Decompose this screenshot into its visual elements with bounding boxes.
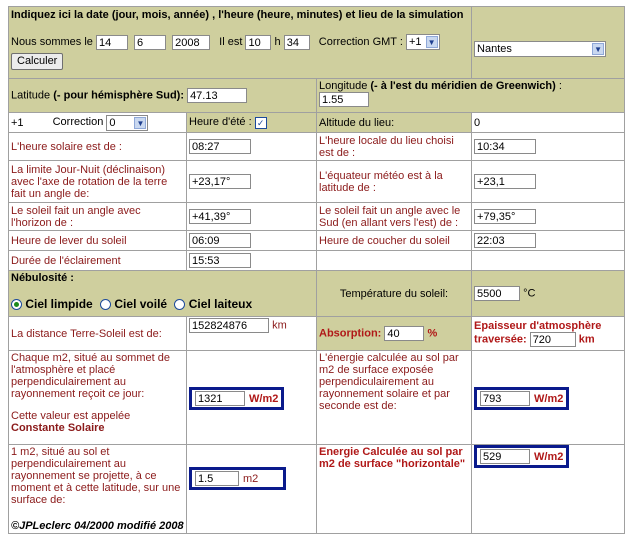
thickness-cell — [472, 317, 625, 351]
top-energy-unit: W/m2 — [249, 392, 279, 405]
solar-time-output[interactable]: 08:27 — [189, 139, 251, 154]
azimuth-value-cell — [472, 203, 625, 231]
sunset-label: Heure de coucher du soleil — [319, 234, 450, 247]
equator-output[interactable]: +23,1 — [474, 174, 536, 189]
radio-icon[interactable] — [11, 299, 22, 310]
local-time-label: L'heure locale du lieu choisi est de : — [319, 134, 454, 159]
ground-horiz-unit: W/m2 — [534, 450, 564, 463]
simulation-table — [8, 6, 625, 534]
gmt-value: +1 — [409, 36, 422, 48]
latitude-input[interactable]: 47.13 — [187, 88, 247, 103]
elevation-label: Le soleil fait un angle avec l'horizon de : — [11, 204, 141, 229]
sunrise-label-cell — [9, 231, 187, 251]
longitude-suffix: : — [558, 80, 562, 92]
ground-horiz-value-cell — [472, 445, 625, 534]
daylight-label-cell — [9, 251, 187, 271]
distance-value-cell — [187, 317, 317, 351]
absorption-label: Absorption: — [319, 327, 382, 340]
sun-temp-input[interactable]: 5500 — [474, 286, 520, 301]
form-title: Indiquez ici la date (jour, mois, année) , l'heure (heure, minutes) et lieu de la simulation — [11, 9, 464, 21]
sky-title: Nébulosité : — [11, 272, 74, 284]
ground-perp-label: L'énergie calculée au sol par m2 de surface exposée perpendiculairement au rayonnement solaire et par seconde est de: — [319, 352, 459, 412]
surface-label-cell — [9, 445, 187, 534]
summer-time-checkbox[interactable] — [255, 117, 267, 129]
ground-horiz-label: Energie Calculée au sol par m2 de surface "horizontale" — [319, 446, 466, 470]
year-input[interactable]: 2008 — [172, 35, 210, 50]
calculate-button[interactable]: Calculer — [11, 53, 63, 70]
surface-label: 1 m2, situé au sol et perpendiculairement au rayonnement se projette, à ce moment et à cette latitude, sur une surface de: — [11, 446, 181, 506]
distance-label-cell — [9, 317, 187, 351]
equator-value-cell — [472, 161, 625, 203]
minute-input[interactable]: 34 — [284, 35, 310, 50]
distance-unit: km — [272, 319, 287, 332]
declination-output[interactable]: +23,17° — [189, 174, 251, 189]
checkmark-icon: ✓ — [256, 117, 265, 128]
top-energy-highlight — [189, 387, 284, 410]
ground-horiz-highlight — [474, 445, 569, 468]
ground-horiz-label-cell — [317, 445, 472, 534]
sunrise-label: Heure de lever du soleil — [11, 234, 127, 247]
day-input[interactable]: 14 — [96, 35, 128, 50]
city-value: Nantes — [477, 43, 512, 55]
ground-perp-output[interactable]: 793 — [480, 391, 530, 406]
radio-icon[interactable] — [100, 299, 111, 310]
hour-input[interactable]: 10 — [245, 35, 271, 50]
date-prefix: Nous sommes le — [11, 35, 93, 48]
correction-value: 0 — [109, 116, 116, 129]
solar-time-value-cell — [187, 133, 317, 161]
altitude-label-cell — [317, 113, 472, 133]
gmt-label: Correction GMT : — [318, 35, 403, 48]
ground-perp-label-cell — [317, 351, 472, 445]
latitude-cell — [9, 79, 317, 113]
top-energy-label-cell — [9, 351, 187, 445]
calc-row — [11, 53, 469, 70]
surface-highlight — [189, 467, 286, 490]
thickness-unit: km — [578, 333, 595, 346]
gmt-select[interactable] — [406, 34, 440, 50]
equator-label-cell — [317, 161, 472, 203]
local-time-value-cell — [472, 133, 625, 161]
ground-horiz-output[interactable]: 529 — [480, 449, 530, 464]
top-energy-value-cell — [187, 351, 317, 445]
sunset-output[interactable]: 22:03 — [474, 233, 536, 248]
equator-label: L'équateur météo est à la latitude de : — [319, 169, 443, 194]
summer-time-cell — [187, 113, 317, 133]
surface-output[interactable]: 1.5 — [195, 471, 239, 486]
sunrise-value-cell — [187, 231, 317, 251]
longitude-input[interactable]: 1.55 — [319, 92, 369, 107]
city-panel — [472, 7, 625, 79]
sun-temp-unit: °C — [523, 287, 536, 300]
latitude-hint: (- pour hémisphère Sud): — [53, 89, 184, 102]
thickness-label-1: Epaisseur d'atmosphère — [474, 320, 602, 332]
top-energy-label: Chaque m2, situé au sommet de l'atmosphère et placé perpendiculairement au rayonnement reçoit ce jour: — [11, 352, 170, 400]
distance-output[interactable]: 152824876 — [189, 318, 269, 333]
sun-temp-label: Température du soleil: — [339, 287, 449, 300]
sky-option-veiled[interactable]: Ciel voilé — [114, 297, 168, 311]
solar-time-label: L'heure solaire est de : — [11, 140, 122, 153]
distance-label: La distance Terre-Soleil est de: — [11, 327, 162, 340]
hour-separator: h — [274, 35, 281, 48]
sky-option-clear[interactable]: Ciel limpide — [25, 297, 93, 311]
correction-label: Correction — [52, 116, 104, 129]
sky-option-milky[interactable]: Ciel laiteux — [188, 297, 253, 311]
altitude-value-cell — [472, 113, 625, 133]
elevation-label-cell — [9, 203, 187, 231]
daylight-value-cell — [187, 251, 317, 271]
time-prefix: Il est — [219, 35, 243, 48]
surface-unit: m2 — [243, 472, 259, 485]
correction-select[interactable] — [106, 115, 148, 131]
sun-temp-label-cell — [317, 271, 472, 317]
solar-time-label-cell — [9, 133, 187, 161]
gmt-offset: +1 — [11, 116, 24, 129]
chevron-down-icon: ▼ — [134, 117, 146, 129]
elevation-value-cell — [187, 203, 317, 231]
declination-value-cell — [187, 161, 317, 203]
longitude-cell — [317, 79, 625, 113]
absorption-cell — [317, 317, 472, 351]
correction-cell — [9, 113, 187, 133]
empty-cell — [317, 251, 472, 271]
elevation-output[interactable]: +41,39° — [189, 209, 251, 224]
date-time-row — [11, 34, 469, 50]
summer-time-label: Heure d'été : — [189, 116, 252, 129]
month-input[interactable]: 6 — [134, 35, 166, 50]
altitude-label: Altitude du lieu: — [319, 116, 395, 129]
empty-cell — [472, 251, 625, 271]
latitude-label: Latitude — [11, 89, 51, 102]
altitude-value: 0 — [474, 116, 481, 129]
sky-cell — [9, 271, 317, 317]
declination-label-cell — [9, 161, 187, 203]
azimuth-label-cell — [317, 203, 472, 231]
top-energy-output[interactable]: 1321 — [195, 391, 245, 406]
sky-options — [11, 298, 314, 310]
declination-label: La limite Jour-Nuit (déclinaison) avec l'axe de rotation de la terre fait un angle de: — [11, 163, 168, 200]
absorption-input[interactable]: 40 — [384, 326, 424, 341]
date-time-panel — [9, 7, 472, 79]
thickness-label-2: traversée: — [474, 333, 527, 346]
sun-temp-value-cell — [472, 271, 625, 317]
radio-icon[interactable] — [174, 299, 185, 310]
constant-prefix: Cette valeur est appelée — [11, 410, 131, 422]
sunset-label-cell — [317, 231, 472, 251]
copyright: ©JPLeclerc 04/2000 modifié 2008 — [11, 520, 184, 532]
daylight-label: Durée de l'éclairement — [11, 254, 121, 267]
sunrise-output[interactable]: 06:09 — [189, 233, 251, 248]
constant-name: Constante Solaire — [11, 422, 105, 434]
chevron-down-icon: ▼ — [426, 36, 438, 48]
surface-value-cell — [187, 445, 317, 534]
local-time-label-cell — [317, 133, 472, 161]
ground-perp-highlight — [474, 387, 569, 410]
local-time-output[interactable]: 10:34 — [474, 139, 536, 154]
longitude-label: Longitude — [319, 80, 368, 92]
azimuth-label: Le soleil fait un angle avec le Sud (en allant vers l'est) de : — [319, 204, 461, 229]
absorption-unit: % — [427, 327, 438, 340]
thickness-input[interactable]: 720 — [530, 332, 576, 347]
ground-perp-unit: W/m2 — [534, 392, 564, 405]
daylight-output[interactable]: 15:53 — [189, 253, 251, 268]
city-select[interactable] — [474, 41, 606, 57]
sunset-value-cell — [472, 231, 625, 251]
longitude-hint: (- à l'est du méridien de Greenwich) — [370, 80, 556, 92]
chevron-down-icon: ▼ — [592, 43, 604, 55]
azimuth-output[interactable]: +79,35° — [474, 209, 536, 224]
ground-perp-value-cell — [472, 351, 625, 445]
